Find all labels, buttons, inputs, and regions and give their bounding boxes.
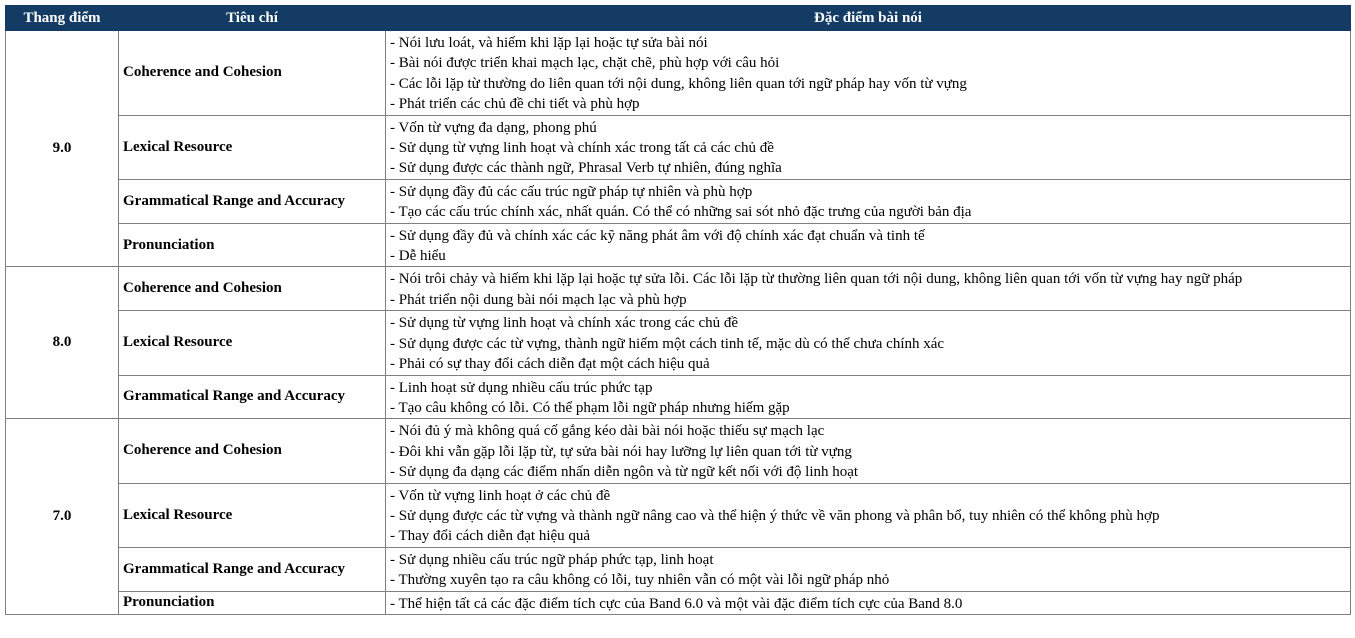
table-row <box>6 419 1351 483</box>
table-row <box>6 223 1351 267</box>
table-row <box>6 31 1351 116</box>
criterion-description <box>386 223 1351 267</box>
header-criteria: Tiêu chí <box>119 6 386 31</box>
description-line: - Sử dụng nhiều cấu trúc ngữ pháp phức tạp, linh hoạt <box>390 551 714 568</box>
criterion-name: Grammatical Range and Accuracy <box>119 547 386 591</box>
description-line: - Linh hoạt sử dụng nhiều cấu trúc phức tạp <box>390 379 653 396</box>
header-row <box>6 6 1351 31</box>
description-line: - Sử dụng từ vựng linh hoạt và chính xác trong các chủ đề <box>390 315 739 332</box>
description-line: - Sử dụng đầy đủ và chính xác các kỹ năng phát âm với độ chính xác đạt chuẩn và tinh tế <box>390 227 925 244</box>
description-line: - Đôi khi vẫn gặp lỗi lặp từ, tự sửa bài nói hay lưỡng lự liên quan tới từ vựng <box>390 443 852 460</box>
description-line: - Vốn từ vựng linh hoạt ở các chủ đề <box>390 487 611 504</box>
description-line: - Nói lưu loát, và hiếm khi lặp lại hoặc tự sửa bài nói <box>390 35 708 51</box>
description-line: - Thay đổi cách diễn đạt hiệu quả <box>390 528 591 545</box>
table-row <box>6 115 1351 179</box>
criterion-name: Grammatical Range and Accuracy <box>119 179 386 223</box>
criterion-description <box>386 547 1351 591</box>
description-line: - Tạo câu không có lỗi. Có thể phạm lỗi ngữ pháp nhưng hiếm gặp <box>390 399 790 416</box>
criterion-name: Pronunciation <box>119 591 386 614</box>
criterion-description <box>386 179 1351 223</box>
header-score: Thang điểm <box>6 6 119 31</box>
table-row <box>6 483 1351 547</box>
description-line: - Sử dụng được các thành ngữ, Phrasal Verb tự nhiên, đúng nghĩa <box>390 160 782 177</box>
description-line: - Sử dụng từ vựng linh hoạt và chính xác trong tất cả các chủ đề <box>390 140 774 157</box>
description-line: - Thường xuyên tạo ra câu không có lỗi, tuy nhiên vẫn có một vài lỗi ngữ pháp nhỏ <box>390 572 890 589</box>
table-row <box>6 179 1351 223</box>
band-score: 9.0 <box>6 31 119 267</box>
description-line: - Dễ hiểu <box>390 248 446 265</box>
header-features: Đặc điểm bài nói <box>386 6 1351 31</box>
description-line: - Phải có sự thay đổi cách diễn đạt một cách hiệu quả <box>390 356 710 373</box>
table-row <box>6 311 1351 375</box>
criterion-name: Lexical Resource <box>119 483 386 547</box>
band-score: 7.0 <box>6 419 119 615</box>
table-row <box>6 591 1351 614</box>
description-line: - Sử dụng đầy đủ các cấu trúc ngữ pháp tự nhiên và phù hợp <box>390 183 753 200</box>
criterion-description <box>386 375 1351 419</box>
criterion-description <box>386 31 1351 116</box>
description-line: - Sử dụng đa dạng các điểm nhấn diễn ngôn và từ ngữ kết nối với độ linh hoạt <box>390 464 859 481</box>
criterion-name: Pronunciation <box>119 223 386 267</box>
description-line: - Vốn từ vựng đa dạng, phong phú <box>390 119 597 136</box>
criterion-name: Grammatical Range and Accuracy <box>119 375 386 419</box>
criterion-name: Lexical Resource <box>119 311 386 375</box>
criterion-name: Lexical Resource <box>119 115 386 179</box>
criterion-description <box>386 311 1351 375</box>
table-body <box>6 31 1351 615</box>
description-line: - Nói trôi chảy và hiếm khi lặp lại hoặc tự sửa lỗi. Các lỗi lặp từ thường liên quan tới nội dung, không liên quan tới vốn từ vựng hay ngữ pháp <box>390 271 1243 288</box>
criterion-description <box>386 419 1351 483</box>
description-line: - Sử dụng được các từ vựng và thành ngữ nâng cao và thể hiện ý thức về văn phong và phân bổ, tuy nhiên có thể không phù hợp <box>390 507 1160 524</box>
criterion-name: Coherence and Cohesion <box>119 31 386 116</box>
criterion-description <box>386 591 1351 614</box>
description-line: - Sử dụng được các từ vựng, thành ngữ hiếm một cách tinh tế, mặc dù có thể chưa chính xác <box>390 335 945 352</box>
table-row <box>6 267 1351 311</box>
band-descriptors-table <box>5 5 1351 615</box>
table-row <box>6 375 1351 419</box>
band-score: 8.0 <box>6 267 119 419</box>
description-line: - Thể hiện tất cả các đặc điểm tích cực của Band 6.0 và một vài đặc điểm tích cực của Band 8.0 <box>390 595 963 612</box>
description-line: - Nói đủ ý mà không quá cố gắng kéo dài bài nói hoặc thiếu sự mạch lạc <box>390 423 825 440</box>
description-line: - Phát triển nội dung bài nói mạch lạc và phù hợp <box>390 291 687 308</box>
table-row <box>6 547 1351 591</box>
description-line: - Các lỗi lặp từ thường do liên quan tới nội dung, không liên quan tới ngữ pháp hay vốn từ vựng <box>390 75 967 92</box>
description-line: - Bài nói được triển khai mạch lạc, chặt chẽ, phù hợp với câu hỏi <box>390 55 780 72</box>
criterion-description <box>386 483 1351 547</box>
description-line: - Phát triển các chủ đề chi tiết và phù hợp <box>390 96 640 113</box>
criterion-description <box>386 267 1351 311</box>
criterion-description <box>386 115 1351 179</box>
criterion-name: Coherence and Cohesion <box>119 267 386 311</box>
criterion-name: Coherence and Cohesion <box>119 419 386 483</box>
description-line: - Tạo các cấu trúc chính xác, nhất quán. Có thể có những sai sót nhỏ đặc trưng của người bản địa <box>390 204 972 221</box>
